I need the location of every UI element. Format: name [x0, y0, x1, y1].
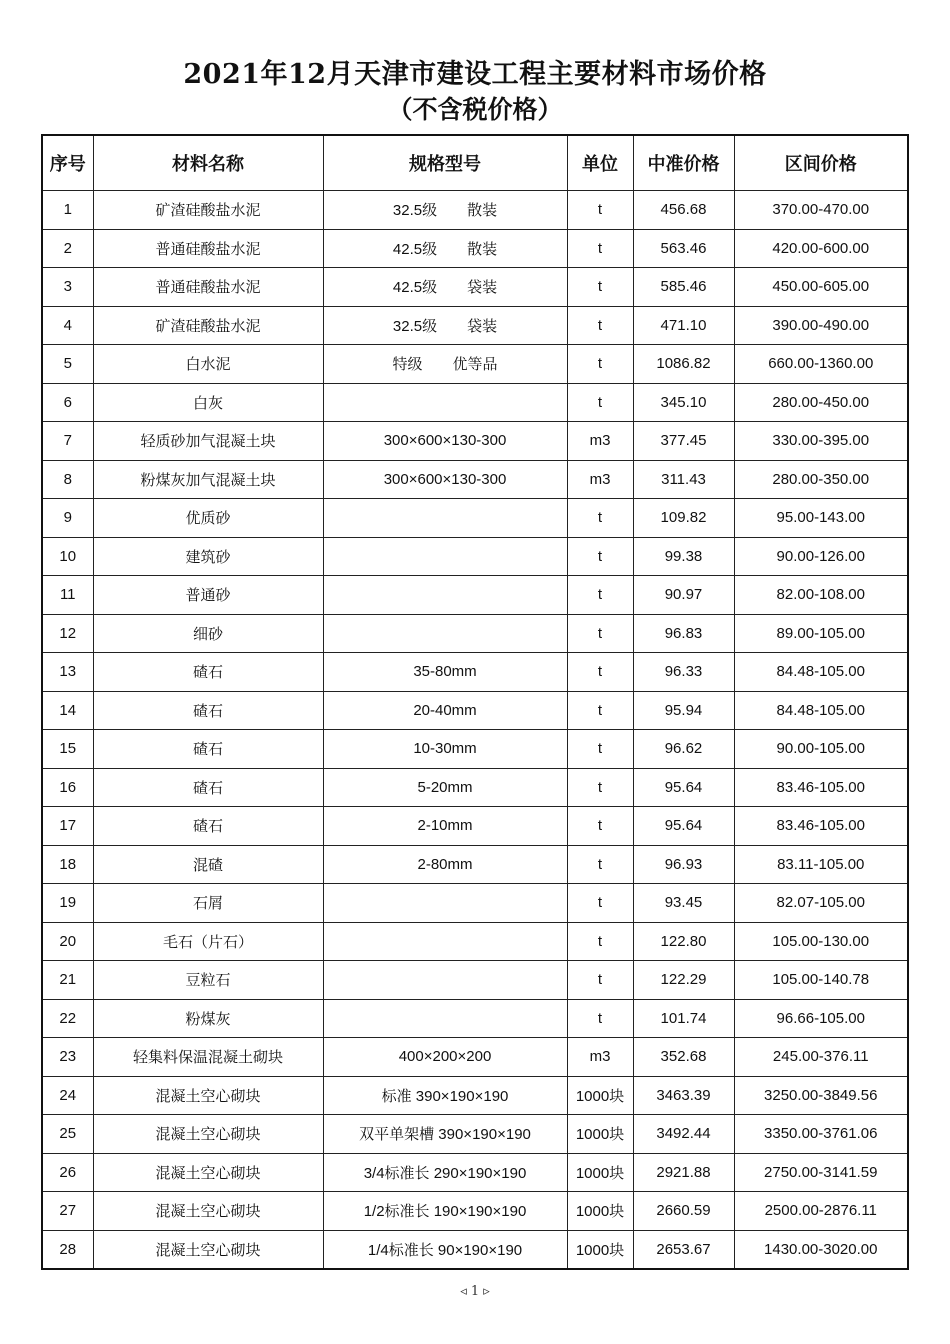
- cell-median-price: 563.46: [633, 229, 734, 268]
- page-number: ◃ 1 ▹: [460, 1284, 490, 1299]
- table-row: [42, 922, 908, 961]
- cell-no: 8: [42, 460, 93, 499]
- cell-price-range: 3250.00-3849.56: [734, 1076, 908, 1115]
- cell-spec: 2-80mm: [323, 845, 567, 884]
- table-row: [42, 1115, 908, 1154]
- cell-spec: 35-80mm: [323, 653, 567, 692]
- cell-spec: 42.5级 袋装: [323, 268, 567, 307]
- cell-price-range: 84.48-105.00: [734, 691, 908, 730]
- cell-material-name: 碴石: [93, 691, 323, 730]
- cell-unit: t: [567, 884, 633, 923]
- cell-unit: t: [567, 537, 633, 576]
- cell-spec: [323, 537, 567, 576]
- cell-no: 17: [42, 807, 93, 846]
- cell-unit: t: [567, 383, 633, 422]
- cell-material-name: 碴石: [93, 730, 323, 769]
- cell-price-range: 105.00-140.78: [734, 961, 908, 1000]
- cell-material-name: 豆粒石: [93, 961, 323, 1000]
- cell-material-name: 白灰: [93, 383, 323, 422]
- cell-spec: 300×600×130-300: [323, 460, 567, 499]
- cell-no: 22: [42, 999, 93, 1038]
- cell-price-range: 105.00-130.00: [734, 922, 908, 961]
- cell-median-price: 122.29: [633, 961, 734, 1000]
- cell-spec: [323, 383, 567, 422]
- cell-no: 7: [42, 422, 93, 461]
- cell-median-price: 99.38: [633, 537, 734, 576]
- cell-material-name: 混碴: [93, 845, 323, 884]
- table-row: [42, 229, 908, 268]
- cell-median-price: 96.33: [633, 653, 734, 692]
- cell-unit: t: [567, 999, 633, 1038]
- table-row: [42, 537, 908, 576]
- cell-spec: 标准 390×190×190: [323, 1076, 567, 1115]
- cell-spec: 1/4标准长 90×190×190: [323, 1230, 567, 1269]
- cell-no: 3: [42, 268, 93, 307]
- cell-no: 27: [42, 1192, 93, 1231]
- cell-median-price: 96.93: [633, 845, 734, 884]
- cell-unit: 1000块: [567, 1230, 633, 1269]
- cell-no: 5: [42, 345, 93, 384]
- cell-unit: t: [567, 614, 633, 653]
- table-row: [42, 730, 908, 769]
- table-row: [42, 999, 908, 1038]
- cell-spec: 300×600×130-300: [323, 422, 567, 461]
- cell-spec: [323, 961, 567, 1000]
- cell-material-name: 毛石（片石）: [93, 922, 323, 961]
- table-row: [42, 961, 908, 1000]
- page-title: 2021年12月天津市建设工程主要材料市场价格: [183, 59, 767, 90]
- cell-unit: t: [567, 845, 633, 884]
- cell-no: 19: [42, 884, 93, 923]
- cell-spec: 3/4标准长 290×190×190: [323, 1153, 567, 1192]
- cell-unit: t: [567, 730, 633, 769]
- price-table: [41, 134, 909, 1270]
- cell-unit: t: [567, 345, 633, 384]
- table-row: [42, 191, 908, 230]
- cell-spec: 10-30mm: [323, 730, 567, 769]
- cell-price-range: 82.00-108.00: [734, 576, 908, 615]
- cell-price-range: 450.00-605.00: [734, 268, 908, 307]
- cell-spec: [323, 922, 567, 961]
- cell-spec: 2-10mm: [323, 807, 567, 846]
- cell-price-range: 83.11-105.00: [734, 845, 908, 884]
- table-row: [42, 345, 908, 384]
- cell-unit: m3: [567, 1038, 633, 1077]
- cell-spec: [323, 576, 567, 615]
- cell-no: 14: [42, 691, 93, 730]
- cell-spec: 20-40mm: [323, 691, 567, 730]
- cell-material-name: 白水泥: [93, 345, 323, 384]
- cell-price-range: 83.46-105.00: [734, 768, 908, 807]
- table-row: [42, 807, 908, 846]
- cell-no: 20: [42, 922, 93, 961]
- cell-spec: [323, 884, 567, 923]
- cell-spec: [323, 614, 567, 653]
- header-median-price: 中准价格: [633, 135, 734, 191]
- cell-no: 10: [42, 537, 93, 576]
- cell-material-name: 普通砂: [93, 576, 323, 615]
- cell-material-name: 混凝土空心砌块: [93, 1115, 323, 1154]
- cell-median-price: 101.74: [633, 999, 734, 1038]
- cell-unit: t: [567, 499, 633, 538]
- cell-unit: t: [567, 691, 633, 730]
- table-body: [42, 191, 908, 1270]
- cell-unit: t: [567, 807, 633, 846]
- cell-no: 25: [42, 1115, 93, 1154]
- table-row: [42, 884, 908, 923]
- cell-unit: t: [567, 576, 633, 615]
- cell-price-range: 370.00-470.00: [734, 191, 908, 230]
- cell-spec: [323, 499, 567, 538]
- cell-no: 2: [42, 229, 93, 268]
- cell-spec: 1/2标准长 190×190×190: [323, 1192, 567, 1231]
- header-unit: 单位: [567, 135, 633, 191]
- page-subtitle: （不含税价格）: [387, 95, 563, 124]
- cell-median-price: 377.45: [633, 422, 734, 461]
- cell-price-range: 3350.00-3761.06: [734, 1115, 908, 1154]
- cell-no: 26: [42, 1153, 93, 1192]
- cell-material-name: 细砂: [93, 614, 323, 653]
- cell-price-range: 95.00-143.00: [734, 499, 908, 538]
- cell-median-price: 471.10: [633, 306, 734, 345]
- cell-unit: 1000块: [567, 1076, 633, 1115]
- cell-no: 9: [42, 499, 93, 538]
- cell-unit: 1000块: [567, 1115, 633, 1154]
- table-row: [42, 691, 908, 730]
- cell-material-name: 建筑砂: [93, 537, 323, 576]
- cell-no: 15: [42, 730, 93, 769]
- table-row: [42, 576, 908, 615]
- cell-no: 23: [42, 1038, 93, 1077]
- header-spec: 规格型号: [323, 135, 567, 191]
- table-row: [42, 614, 908, 653]
- cell-material-name: 轻质砂加气混凝土块: [93, 422, 323, 461]
- header-no: 序号: [42, 135, 93, 191]
- cell-price-range: 90.00-126.00: [734, 537, 908, 576]
- cell-material-name: 优质砂: [93, 499, 323, 538]
- cell-material-name: 碴石: [93, 653, 323, 692]
- cell-spec: 32.5级 散装: [323, 191, 567, 230]
- cell-price-range: 89.00-105.00: [734, 614, 908, 653]
- cell-unit: t: [567, 961, 633, 1000]
- table-header-row: [42, 135, 908, 191]
- cell-no: 13: [42, 653, 93, 692]
- cell-median-price: 93.45: [633, 884, 734, 923]
- cell-median-price: 3463.39: [633, 1076, 734, 1115]
- cell-material-name: 粉煤灰: [93, 999, 323, 1038]
- cell-material-name: 矿渣硅酸盐水泥: [93, 306, 323, 345]
- cell-material-name: 矿渣硅酸盐水泥: [93, 191, 323, 230]
- cell-material-name: 石屑: [93, 884, 323, 923]
- cell-unit: 1000块: [567, 1153, 633, 1192]
- table-row: [42, 1076, 908, 1115]
- cell-spec: 特级 优等品: [323, 345, 567, 384]
- cell-median-price: 345.10: [633, 383, 734, 422]
- cell-unit: t: [567, 306, 633, 345]
- cell-unit: t: [567, 191, 633, 230]
- cell-price-range: 245.00-376.11: [734, 1038, 908, 1077]
- cell-no: 1: [42, 191, 93, 230]
- cell-median-price: 95.94: [633, 691, 734, 730]
- cell-median-price: 90.97: [633, 576, 734, 615]
- cell-median-price: 109.82: [633, 499, 734, 538]
- cell-spec: 双平单架槽 390×190×190: [323, 1115, 567, 1154]
- cell-unit: t: [567, 653, 633, 692]
- table-row: [42, 845, 908, 884]
- cell-unit: t: [567, 268, 633, 307]
- cell-median-price: 96.83: [633, 614, 734, 653]
- cell-price-range: 280.00-350.00: [734, 460, 908, 499]
- cell-material-name: 普通硅酸盐水泥: [93, 229, 323, 268]
- cell-price-range: 280.00-450.00: [734, 383, 908, 422]
- cell-price-range: 96.66-105.00: [734, 999, 908, 1038]
- cell-median-price: 95.64: [633, 807, 734, 846]
- cell-spec: 42.5级 散装: [323, 229, 567, 268]
- table-row: [42, 1153, 908, 1192]
- cell-median-price: 352.68: [633, 1038, 734, 1077]
- table-row: [42, 499, 908, 538]
- cell-price-range: 390.00-490.00: [734, 306, 908, 345]
- cell-spec: 400×200×200: [323, 1038, 567, 1077]
- cell-no: 28: [42, 1230, 93, 1269]
- cell-unit: t: [567, 922, 633, 961]
- cell-price-range: 330.00-395.00: [734, 422, 908, 461]
- cell-price-range: 2500.00-2876.11: [734, 1192, 908, 1231]
- table-row: [42, 1230, 908, 1269]
- table-row: [42, 306, 908, 345]
- cell-median-price: 96.62: [633, 730, 734, 769]
- cell-price-range: 82.07-105.00: [734, 884, 908, 923]
- table-row: [42, 768, 908, 807]
- cell-material-name: 碴石: [93, 807, 323, 846]
- cell-unit: 1000块: [567, 1192, 633, 1231]
- cell-median-price: 2660.59: [633, 1192, 734, 1231]
- cell-material-name: 混凝土空心砌块: [93, 1153, 323, 1192]
- cell-material-name: 普通硅酸盐水泥: [93, 268, 323, 307]
- cell-spec: 5-20mm: [323, 768, 567, 807]
- cell-material-name: 粉煤灰加气混凝土块: [93, 460, 323, 499]
- cell-no: 11: [42, 576, 93, 615]
- cell-median-price: 95.64: [633, 768, 734, 807]
- cell-price-range: 420.00-600.00: [734, 229, 908, 268]
- cell-unit: m3: [567, 460, 633, 499]
- cell-price-range: 660.00-1360.00: [734, 345, 908, 384]
- cell-unit: t: [567, 768, 633, 807]
- cell-median-price: 585.46: [633, 268, 734, 307]
- cell-material-name: 混凝土空心砌块: [93, 1192, 323, 1231]
- table-row: [42, 1038, 908, 1077]
- cell-material-name: 混凝土空心砌块: [93, 1230, 323, 1269]
- cell-median-price: 2653.67: [633, 1230, 734, 1269]
- cell-no: 6: [42, 383, 93, 422]
- cell-spec: 32.5级 袋装: [323, 306, 567, 345]
- cell-spec: [323, 999, 567, 1038]
- cell-unit: t: [567, 229, 633, 268]
- cell-no: 18: [42, 845, 93, 884]
- cell-material-name: 轻集料保温混凝土砌块: [93, 1038, 323, 1077]
- cell-price-range: 84.48-105.00: [734, 653, 908, 692]
- cell-price-range: 83.46-105.00: [734, 807, 908, 846]
- cell-unit: m3: [567, 422, 633, 461]
- header-name: 材料名称: [93, 135, 323, 191]
- cell-median-price: 122.80: [633, 922, 734, 961]
- cell-price-range: 90.00-105.00: [734, 730, 908, 769]
- cell-no: 21: [42, 961, 93, 1000]
- cell-median-price: 2921.88: [633, 1153, 734, 1192]
- cell-price-range: 2750.00-3141.59: [734, 1153, 908, 1192]
- cell-median-price: 3492.44: [633, 1115, 734, 1154]
- table-row: [42, 268, 908, 307]
- cell-price-range: 1430.00-3020.00: [734, 1230, 908, 1269]
- table-row: [42, 653, 908, 692]
- cell-no: 4: [42, 306, 93, 345]
- cell-no: 24: [42, 1076, 93, 1115]
- cell-material-name: 混凝土空心砌块: [93, 1076, 323, 1115]
- cell-median-price: 311.43: [633, 460, 734, 499]
- cell-no: 16: [42, 768, 93, 807]
- table-row: [42, 460, 908, 499]
- table-row: [42, 383, 908, 422]
- table-row: [42, 1192, 908, 1231]
- table-row: [42, 422, 908, 461]
- cell-no: 12: [42, 614, 93, 653]
- cell-median-price: 456.68: [633, 191, 734, 230]
- header-price-range: 区间价格: [734, 135, 908, 191]
- cell-material-name: 碴石: [93, 768, 323, 807]
- cell-median-price: 1086.82: [633, 345, 734, 384]
